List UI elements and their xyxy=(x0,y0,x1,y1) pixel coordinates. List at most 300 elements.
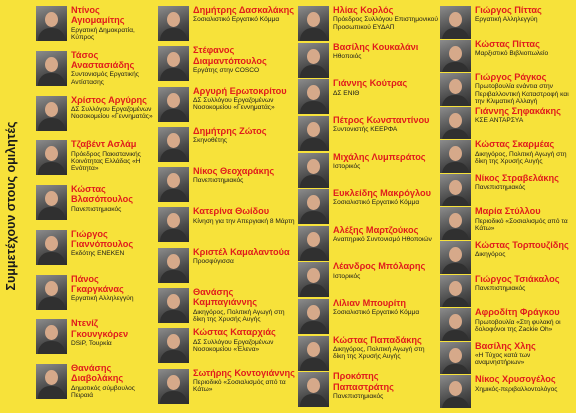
speaker-affiliation: Ηθοποιός xyxy=(333,52,362,60)
speaker-photo xyxy=(298,79,329,114)
speaker-text xyxy=(475,374,574,393)
speaker-photo xyxy=(440,140,471,173)
speaker-name: Νίκος Στραβελάκης xyxy=(475,172,559,183)
shoulders-shape xyxy=(442,95,469,106)
speaker-photo xyxy=(298,43,329,78)
speaker-card xyxy=(440,173,574,207)
face-shape xyxy=(449,348,462,363)
speaker-affiliation: Ιστορικός xyxy=(333,162,361,170)
speaker-text xyxy=(71,274,154,303)
speaker-photo xyxy=(298,336,329,371)
speaker-affiliation: Δημοτικός σύμβουλος Πειραιά xyxy=(71,384,135,400)
face-shape xyxy=(449,247,462,262)
speaker-text xyxy=(71,5,154,41)
speaker-affiliation: Σοσιαλιστικό Εργατικό Κόμμα xyxy=(333,199,420,207)
face-shape xyxy=(167,334,180,349)
shoulders-shape xyxy=(300,358,327,371)
speaker-card xyxy=(158,206,296,246)
face-shape xyxy=(45,146,58,161)
speaker-affiliation: Εργατική Αλληλεγγύη xyxy=(475,16,538,24)
speaker-photo xyxy=(36,230,67,265)
face-shape xyxy=(449,281,462,296)
speaker-photo xyxy=(440,40,471,73)
speaker-text xyxy=(193,166,296,185)
face-shape xyxy=(167,93,180,108)
speakers-column-1 xyxy=(36,5,154,408)
face-shape xyxy=(45,102,58,117)
speaker-name: Γιώργος Ράγκος xyxy=(475,72,547,83)
speaker-card xyxy=(440,240,574,274)
speaker-affiliation: «Η Τύχος κατά των αναμνηστήριων» xyxy=(475,352,531,367)
face-shape xyxy=(307,232,320,247)
speaker-text xyxy=(193,287,296,323)
speaker-affiliation: Δικηγόρος, Πολιτική Αγωγή στη δίκη της Χρυσής Αυγής xyxy=(475,150,567,165)
speaker-photo xyxy=(158,46,189,81)
shoulders-shape xyxy=(442,62,469,73)
shoulders-shape xyxy=(160,109,187,122)
speaker-card xyxy=(440,307,574,341)
speaker-card xyxy=(36,363,154,408)
face-shape xyxy=(307,305,320,320)
speaker-card xyxy=(36,50,154,95)
speaker-card xyxy=(440,5,574,39)
face-shape xyxy=(307,159,320,174)
speaker-card xyxy=(440,274,574,308)
speaker-affiliation: Περιοδικό «Σοσιαλισμός από τα Κάτω» xyxy=(475,217,568,233)
shoulders-shape xyxy=(160,68,187,81)
speaker-text xyxy=(333,42,438,61)
speaker-affiliation: Δικηγόρος xyxy=(475,251,506,259)
speaker-card xyxy=(158,327,296,367)
speaker-name: Πέτρος Κωνσταντίνου xyxy=(333,114,430,125)
speaker-affiliation: Συντονιστής ΚΕΕΡΦΑ xyxy=(333,126,398,134)
shoulders-shape xyxy=(300,211,327,224)
shoulders-shape xyxy=(300,65,327,78)
title-text: Συμμετέχουν στους ομιλητές xyxy=(4,121,18,291)
speaker-photo xyxy=(158,6,189,41)
vertical-title xyxy=(4,6,22,406)
speaker-affiliation: Σκηνοθέτης xyxy=(193,137,228,145)
speakers-column-2 xyxy=(158,5,296,408)
speaker-text xyxy=(475,240,574,259)
speaker-name: Λίλιαν Μπουρίτη xyxy=(333,298,406,308)
shoulders-shape xyxy=(38,297,65,310)
speaker-card xyxy=(440,39,574,73)
speaker-affiliation: Πρόεδρος Συλλόγου Επιστημονικού Προσωπικού ΕΥΔΑΠ xyxy=(333,16,438,31)
speaker-name: Αφροδίτη Φράγκου xyxy=(475,307,560,318)
speaker-photo xyxy=(440,342,471,375)
speaker-photo xyxy=(298,226,329,261)
speaker-name: Κώστας Καταρχιάς xyxy=(193,327,276,338)
speaker-text xyxy=(71,229,154,258)
speaker-text xyxy=(475,5,574,24)
shoulders-shape xyxy=(442,330,469,341)
speaker-affiliation: Πανεπιστημιακός xyxy=(475,184,526,192)
speaker-name: Τζαβέντ Ασλάμ xyxy=(71,139,137,150)
speaker-card xyxy=(298,42,438,79)
speaker-name: Κώστας Πίττας xyxy=(475,38,540,49)
face-shape xyxy=(307,49,320,64)
face-shape xyxy=(449,314,462,329)
shoulders-shape xyxy=(300,28,327,41)
speaker-text xyxy=(193,368,296,394)
speaker-card xyxy=(298,152,438,189)
face-shape xyxy=(307,195,320,210)
speaker-name: Τάσος Αναστασιάδης xyxy=(71,49,135,71)
speaker-text xyxy=(333,5,438,31)
speaker-photo xyxy=(440,241,471,274)
speaker-photo xyxy=(298,372,329,407)
speaker-name: Δημήτρης Δασκαλάκης xyxy=(193,5,294,15)
speaker-affiliation: Αναπηρικό Συντονισμό Ηθοποιών xyxy=(333,236,432,244)
speaker-affiliation: Πανεπιστημιακός xyxy=(193,177,244,185)
speaker-name: Γιάννης Κούτρας xyxy=(333,78,408,89)
shoulders-shape xyxy=(160,149,187,162)
speaker-name: Δημήτρης Ζώτος xyxy=(193,125,267,136)
speaker-card xyxy=(440,106,574,140)
speaker-card xyxy=(298,261,438,298)
speaker-name: Αργυρή Ερωτοκρίτου xyxy=(193,85,287,96)
speaker-affiliation: ΔΣ Συλλόγου Εργαζομένων Νοσοκομείου «Γεννηματάς» xyxy=(71,105,153,121)
speaker-photo xyxy=(440,375,471,408)
speaker-affiliation: Πρωτοβουλία «Στη φυλακή οι δολοφόνοι της Zackie Oh» xyxy=(475,318,561,333)
shoulders-shape xyxy=(300,175,327,188)
speaker-card xyxy=(36,139,154,184)
speaker-text xyxy=(333,115,438,134)
face-shape xyxy=(167,12,180,27)
speaker-card xyxy=(298,371,438,408)
speaker-photo xyxy=(158,207,189,242)
speaker-card xyxy=(298,188,438,225)
speaker-name: Χρίστος Αργύρης xyxy=(71,94,147,105)
speaker-photo xyxy=(440,6,471,39)
speaker-card xyxy=(158,166,296,206)
face-shape xyxy=(449,381,462,396)
speaker-affiliation: Δικηγόρος, Πολιτική Αγωγή στη δίκη της Χρυσής Αυγής xyxy=(193,308,285,324)
speaker-text xyxy=(71,363,154,399)
speaker-name: Λέανδρος Μπόλαρης xyxy=(333,261,426,272)
speaker-name: Κώστας Βλασόπουλος xyxy=(71,184,134,205)
speaker-card xyxy=(440,341,574,375)
shoulders-shape xyxy=(442,28,469,39)
speaker-card xyxy=(36,95,154,140)
shoulders-shape xyxy=(160,391,187,404)
shoulders-shape xyxy=(160,310,187,323)
face-shape xyxy=(449,46,462,61)
face-shape xyxy=(307,85,320,100)
face-shape xyxy=(45,236,58,251)
face-shape xyxy=(307,12,320,27)
speaker-photo xyxy=(158,288,189,323)
speaker-text xyxy=(193,5,296,24)
speaker-card xyxy=(158,126,296,166)
shoulders-shape xyxy=(38,252,65,265)
speaker-name: Θανάσης Διαβολάκης xyxy=(71,363,124,384)
speaker-card xyxy=(158,247,296,287)
speaker-affiliation: Πανεπιστημιακός xyxy=(71,205,122,213)
face-shape xyxy=(307,122,320,137)
shoulders-shape xyxy=(442,297,469,308)
speaker-affiliation: ΔΣ Συλλόγου Εργαζομένων Νοσοκομείου «Γεννηματάς» xyxy=(193,96,275,112)
speaker-card xyxy=(36,318,154,363)
speaker-name: Νίκος Θεοχαράκης xyxy=(193,166,275,177)
speaker-photo xyxy=(440,275,471,308)
speaker-name: Γιάννης Σηφακάκης xyxy=(475,105,561,116)
shoulders-shape xyxy=(160,270,187,283)
face-shape xyxy=(307,268,320,283)
speaker-photo xyxy=(298,116,329,151)
shoulders-shape xyxy=(160,229,187,242)
speaker-name: Ντίνος Αγιομαμίτης xyxy=(71,5,125,26)
speaker-affiliation: DSiP, Τουρκία xyxy=(71,339,112,347)
shoulders-shape xyxy=(38,341,65,354)
speaker-photo xyxy=(440,308,471,341)
speaker-card xyxy=(440,139,574,173)
speaker-photo xyxy=(36,140,67,175)
speaker-text xyxy=(475,72,574,105)
speaker-text xyxy=(475,39,574,58)
speaker-photo xyxy=(440,207,471,240)
shoulders-shape xyxy=(442,196,469,207)
speaker-name: Γιώργος Τσιάκαλος xyxy=(475,273,560,284)
shoulders-shape xyxy=(442,162,469,173)
speaker-photo xyxy=(36,364,67,399)
speaker-card xyxy=(440,374,574,408)
face-shape xyxy=(45,191,58,206)
face-shape xyxy=(167,173,180,188)
speaker-name: Πάνος Γκαργκάνας xyxy=(71,273,124,294)
speaker-card xyxy=(36,184,154,229)
face-shape xyxy=(449,113,462,128)
speaker-name: Θανάσης Καμπαγιάννης xyxy=(193,287,258,308)
face-shape xyxy=(449,146,462,161)
shoulders-shape xyxy=(300,394,327,407)
face-shape xyxy=(167,254,180,269)
speaker-text xyxy=(333,261,438,280)
speaker-affiliation: Πανεπιστημιακός xyxy=(475,284,526,292)
speaker-photo xyxy=(440,73,471,106)
speaker-affiliation: Κίνηση για την Απεργιακή 8 Μάρτη xyxy=(193,217,295,225)
speaker-affiliation: Πανεπιστημιακός xyxy=(333,392,384,400)
speaker-name: Ντενίζ Γκουνγκόρεν xyxy=(71,318,129,339)
shoulders-shape xyxy=(300,248,327,261)
face-shape xyxy=(307,342,320,357)
speaker-text xyxy=(475,106,574,125)
face-shape xyxy=(167,375,180,390)
speaker-photo xyxy=(36,51,67,86)
speaker-text xyxy=(475,139,574,165)
speaker-affiliation: Μαρξιστικό Βιβλιοπωλείο xyxy=(475,49,549,57)
speaker-affiliation: Περιοδικό «Σοσιαλισμός από τα Κάτω» xyxy=(193,378,286,394)
speaker-card xyxy=(158,86,296,126)
speaker-text xyxy=(193,247,296,266)
speaker-text xyxy=(333,78,438,97)
speaker-name: Ηλίας Κορλός xyxy=(333,5,394,15)
speaker-photo xyxy=(158,127,189,162)
speaker-text xyxy=(71,50,154,86)
speaker-text xyxy=(475,341,574,367)
speaker-text xyxy=(475,173,574,192)
speaker-affiliation: Πρόεδρος Πακιστανικής Κοινότητας Ελλάδας «Η Ενότητα» xyxy=(71,150,141,173)
speaker-photo xyxy=(298,153,329,188)
speaker-text xyxy=(193,45,296,74)
speaker-affiliation: Σοσιαλιστικό Εργατικό Κόμμα xyxy=(333,309,420,317)
speaker-affiliation: Εργατική Αλληλεγγύη xyxy=(71,295,134,303)
speaker-affiliation: Εργατική Δημοκρατία, Κύπρος xyxy=(71,26,135,41)
speakers-column-3 xyxy=(298,5,438,408)
speaker-name: Βασίλης Κουκαλάνι xyxy=(333,41,419,52)
speaker-affiliation: Ιστορικός xyxy=(333,272,361,280)
speaker-affiliation: ΔΣ Συλλόγου Εργαζομένων Νοσοκομείου «Έλενα» xyxy=(193,338,274,354)
face-shape xyxy=(307,378,320,393)
shoulders-shape xyxy=(38,28,65,41)
speaker-affiliation: Χημικός-περιβαλλοντολόγος xyxy=(475,385,558,393)
speaker-card xyxy=(158,368,296,408)
face-shape xyxy=(167,52,180,67)
speaker-name: Στέφανος Διαμαντόπουλος xyxy=(193,45,267,66)
speaker-photo xyxy=(298,189,329,224)
face-shape xyxy=(45,12,58,27)
face-shape xyxy=(45,57,58,72)
face-shape xyxy=(167,133,180,148)
speaker-name: Σωτήρης Κοντογιάννης xyxy=(193,367,295,378)
speaker-card xyxy=(440,206,574,240)
speaker-text xyxy=(333,225,438,244)
shoulders-shape xyxy=(38,118,65,131)
face-shape xyxy=(45,370,58,385)
speaker-text xyxy=(333,298,438,317)
speaker-affiliation: Εργάτης στην COSCO xyxy=(193,66,260,74)
face-shape xyxy=(449,213,462,228)
speaker-card xyxy=(36,229,154,274)
speaker-text xyxy=(193,126,296,145)
speaker-affiliation: ΚΣΕ ΑΝΤΑΡΣΥΑ xyxy=(475,117,524,125)
speaker-photo xyxy=(36,185,67,220)
shoulders-shape xyxy=(442,263,469,274)
speaker-card xyxy=(440,72,574,106)
speaker-photo xyxy=(36,319,67,354)
face-shape xyxy=(167,294,180,309)
speaker-affiliation: Προσφύγισσα xyxy=(193,258,234,266)
speaker-text xyxy=(475,307,574,333)
shoulders-shape xyxy=(442,129,469,140)
speaker-photo xyxy=(298,299,329,334)
speaker-text xyxy=(333,371,438,400)
face-shape xyxy=(167,213,180,228)
speaker-card xyxy=(298,115,438,152)
speaker-affiliation: ΔΣ ΕΝΙΘ xyxy=(333,89,360,97)
speaker-card xyxy=(158,287,296,327)
shoulders-shape xyxy=(160,350,187,363)
speaker-photo xyxy=(158,328,189,363)
speaker-text xyxy=(193,206,296,225)
speaker-photo xyxy=(36,96,67,131)
shoulders-shape xyxy=(38,386,65,399)
shoulders-shape xyxy=(442,364,469,375)
speakers-column-4 xyxy=(440,5,574,408)
shoulders-shape xyxy=(300,101,327,114)
speaker-text xyxy=(71,139,154,172)
speaker-name: Ευκλείδης Μακρόγλου xyxy=(333,188,431,199)
speaker-name: Κατερίνα Θωίδου xyxy=(193,206,270,217)
speaker-text xyxy=(333,335,438,361)
speaker-card xyxy=(298,78,438,115)
speaker-photo xyxy=(36,6,67,41)
speaker-photo xyxy=(158,369,189,404)
speaker-card xyxy=(298,5,438,42)
speaker-affiliation: Πρωτοβουλία ενάντια στην Περιβαλλοντική Καταστροφή και την Κλιματική Αλλαγή xyxy=(475,83,569,106)
speaker-affiliation: Συντονισμός Εργατικής Αντίστασης xyxy=(71,71,139,86)
speaker-name: Βασίλης Χλης xyxy=(475,340,536,351)
shoulders-shape xyxy=(300,284,327,297)
speaker-card xyxy=(158,5,296,45)
speaker-name: Προκόπης Παπαστράτης xyxy=(333,371,394,392)
speaker-name: Κώστας Παπαδάκης xyxy=(333,334,422,345)
speaker-name: Κριστέλ Καμαλαντούα xyxy=(193,246,290,257)
shoulders-shape xyxy=(442,397,469,408)
face-shape xyxy=(45,281,58,296)
shoulders-shape xyxy=(38,162,65,175)
speaker-affiliation: Σοσιαλιστικό Εργατικό Κόμμα xyxy=(193,16,280,24)
speaker-text xyxy=(71,95,154,121)
speaker-affiliation: Εκδότης ΕΝΕΚΕΝ xyxy=(71,250,125,258)
speaker-card xyxy=(298,298,438,335)
face-shape xyxy=(449,180,462,195)
speaker-card xyxy=(158,45,296,85)
speaker-name: Κώστας Σκαρμέας xyxy=(475,139,555,150)
shoulders-shape xyxy=(38,207,65,220)
speaker-name: Κώστας Τορπουζίδης xyxy=(475,240,569,251)
speaker-name: Μαρία Στύλλου xyxy=(475,206,541,217)
speaker-photo xyxy=(440,174,471,207)
speaker-text xyxy=(475,206,574,232)
shoulders-shape xyxy=(300,138,327,151)
speaker-text xyxy=(71,184,154,213)
shoulders-shape xyxy=(160,28,187,41)
speaker-text xyxy=(333,188,438,207)
speaker-name: Γιώργος Γιαννόπουλος xyxy=(71,228,134,250)
speaker-photo xyxy=(36,275,67,310)
speaker-card xyxy=(298,335,438,372)
speaker-photo xyxy=(440,107,471,140)
speaker-photo xyxy=(298,262,329,297)
speaker-photo xyxy=(158,167,189,202)
speaker-name: Γιώργος Πίττας xyxy=(475,5,542,15)
speaker-photo xyxy=(158,87,189,122)
speaker-photo xyxy=(298,6,329,41)
shoulders-shape xyxy=(442,229,469,240)
face-shape xyxy=(45,325,58,340)
speaker-card xyxy=(36,5,154,50)
speaker-name: Αλέξης Μαρτζούκος xyxy=(333,224,419,235)
speaker-card xyxy=(298,225,438,262)
speaker-text xyxy=(475,274,574,293)
face-shape xyxy=(449,12,462,27)
shoulders-shape xyxy=(38,73,65,86)
speaker-text xyxy=(193,86,296,112)
speaker-text xyxy=(333,152,438,171)
shoulders-shape xyxy=(160,189,187,202)
speaker-card xyxy=(36,274,154,319)
face-shape xyxy=(449,79,462,94)
shoulders-shape xyxy=(300,321,327,334)
speaker-text xyxy=(71,318,154,347)
speaker-affiliation: Δικηγόρος, Πολιτική Αγωγή στη δίκη της Χρυσής Αυγής xyxy=(333,345,425,361)
speaker-name: Μιχάλης Λυμπεράτος xyxy=(333,151,426,162)
speaker-name: Νίκος Χρυσογέλος xyxy=(475,374,556,385)
speaker-text xyxy=(193,327,296,353)
speaker-photo xyxy=(158,248,189,283)
